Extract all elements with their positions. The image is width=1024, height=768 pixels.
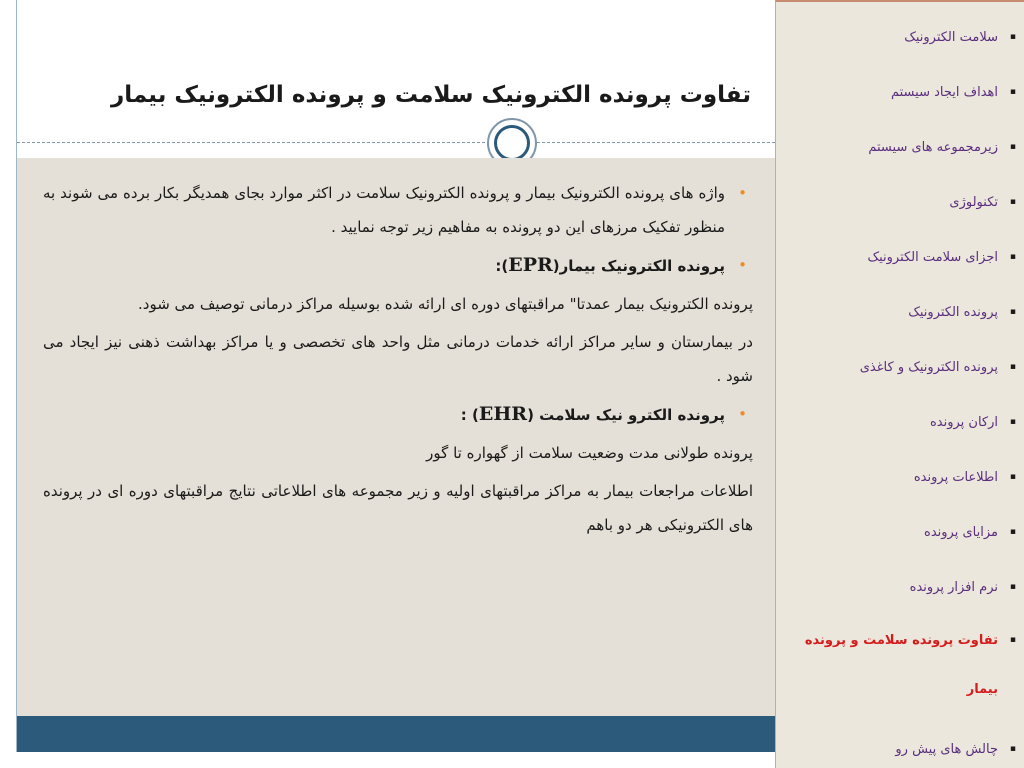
nav-item-label: پرونده الکترونیک [908,305,998,320]
navigation-sidebar [775,0,1024,768]
heading-ehr-text: پرونده الکترو نیک سلامت ( [527,406,725,424]
nav-item-ehealth-components[interactable] [775,250,1024,265]
nav-bullet-icon: ▪ [1009,635,1016,645]
content-area [17,158,775,716]
heading-ehr [43,397,725,432]
nav-bullet-icon: ▪ [1009,744,1016,754]
heading-ehr-abbr: EHR [478,403,528,425]
paragraph-ehr-description: پرونده طولانی مدت وضعیت سلامت از گهواره تا گور [426,444,753,462]
nav-item-record-pillars[interactable] [775,415,1024,430]
nav-bullet-icon: ▪ [1009,32,1016,42]
paragraph-intro: واژه های پرونده الکترونیک بیمار و پرونده الکترونیک سلامت در اکثر موارد بجای همدیگر بکار برده می شوند به منظور تفکیک مرزهای این دو پرونده به مفاهیم زیر توجه نمایید . [43,184,725,236]
nav-item-label: زیرمجموعه های سیستم [868,140,998,155]
title-area [17,0,775,142]
nav-item-label: تفاوت پرونده سلامت و پرونده [804,633,998,648]
nav-item-label: اجزای سلامت الکترونیک [867,250,998,265]
heading-epr-end: ): [495,257,509,275]
nav-bullet-icon: ▪ [1009,142,1016,152]
nav-item-record-benefits[interactable] [775,525,1024,540]
nav-item-ehr-epr-difference[interactable] [775,633,1024,697]
bullet-icon: • [738,256,747,274]
nav-item-label: پرونده الکترونیک و کاغذی [859,360,998,375]
nav-bullet-icon: ▪ [1009,362,1016,372]
nav-item-electronic-paper-record[interactable] [775,360,1024,375]
nav-item-challenges[interactable] [775,742,1024,757]
bullet-heading-ehr [43,397,753,432]
nav-item-label: تکنولوژی [949,195,998,210]
paragraph-epr-locations: در بیمارستان و سایر مراکز ارائه خدمات درمانی مثل واحد های تخصصی و یا مراکز بهداشت ذهنی نیز ایجاد می شود . [43,333,753,385]
heading-epr-abbr: EPR [508,254,553,276]
bullet-icon: • [738,184,747,202]
title-divider [17,142,775,143]
nav-item-electronic-record[interactable] [775,305,1024,320]
paragraph-epr-description: پرونده الکترونیک بیمار عمدتا" مراقبتهای دوره ای ارائه شده بوسیله مراکز درمانی توصیف می شود. [138,295,753,313]
bottom-accent-bar [17,716,775,752]
nav-bullet-icon: ▪ [1009,197,1016,207]
nav-item-subsystems[interactable] [775,140,1024,155]
nav-item-record-software[interactable] [775,580,1024,595]
nav-bullet-icon: ▪ [1009,87,1016,97]
nav-item-ehealth[interactable] [775,30,1024,45]
nav-item-label: اطلاعات پرونده [913,470,998,485]
nav-item-label: سلامت الکترونیک [904,30,998,45]
nav-bullet-icon: ▪ [1009,582,1016,592]
nav-item-technology[interactable] [775,195,1024,210]
bullet-heading-epr [43,248,753,283]
nav-item-label: ارکان پرونده [929,415,998,430]
slide [16,0,776,752]
nav-bullet-icon: ▪ [1009,252,1016,262]
nav-item-system-goals[interactable] [775,85,1024,100]
nav-item-label: مزایای پرونده [924,525,998,540]
nav-item-label: اهداف ایجاد سیستم [890,85,998,100]
nav-bullet-icon: ▪ [1009,472,1016,482]
paragraph-ehr-details: اطلاعات مراجعات بیمار به مراکز مراقبتهای اولیه و زیر مجموعه های اطلاعاتی نتایج مراقبتهای دوره ای در پرونده های الکترونیکی هر دو باهم [43,482,753,534]
nav-item-label-continuation: بیمار [966,682,998,697]
nav-item-record-information[interactable] [775,470,1024,485]
heading-epr-text: پرونده الکترونیک بیمار( [552,257,725,275]
bullet-paragraph-intro [43,176,753,244]
nav-bullet-icon: ▪ [1009,307,1016,317]
heading-ehr-end: ) : [460,406,479,424]
nav-bullet-icon: ▪ [1009,417,1016,427]
nav-bullet-icon: ▪ [1009,527,1016,537]
nav-item-label: نرم افزار پرونده [909,580,998,595]
circle-ornament-inner-icon [494,125,530,161]
slide-title: تفاوت پرونده الکترونیک سلامت و پرونده الکترونیک بیمار [111,82,751,108]
heading-epr [43,248,725,283]
slide-content [43,176,753,546]
nav-item-label: چالش های پیش رو [895,742,998,757]
bullet-icon: • [738,405,747,423]
